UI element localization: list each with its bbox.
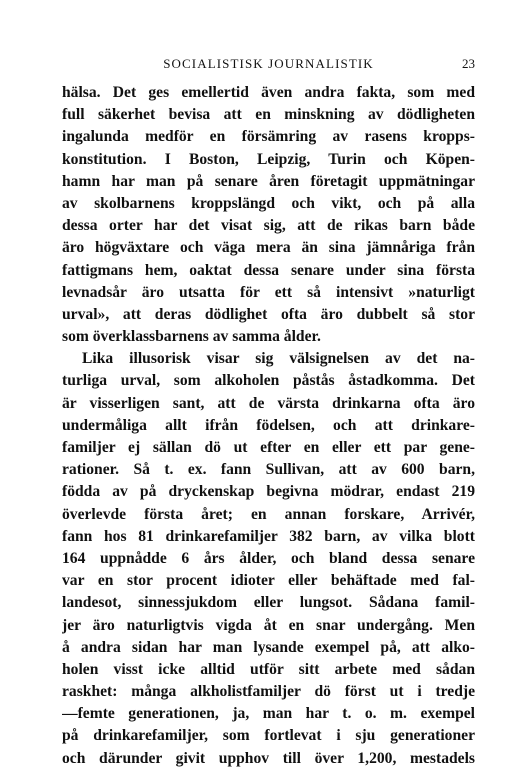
text-line: holen visst icke alltid utför sitt arbete med sådan xyxy=(62,660,475,678)
text-line: och därunder givit upphov till över 1,200, mestadels xyxy=(62,749,475,767)
text-line: överlevde första året; en annan forskare, Arrivér, xyxy=(62,505,475,523)
text-line: dessa orter har det visat sig, att de rikas barn både xyxy=(62,217,475,235)
text-line: på drinkarefamiljer, som fortlevat i sju generationer xyxy=(62,727,475,745)
text-line: hälsa. Det ges emellertid även andra fakta, som med xyxy=(62,84,475,101)
running-head xyxy=(62,56,475,76)
text-line: turliga urval, som alkoholen påstås åstadkomma. Det xyxy=(62,372,475,390)
text-line: full säkerhet bevisa att en minskning av dödligheten xyxy=(62,106,475,124)
text-line: raskhet: många alkholistfamiljer dö först ut i tredje xyxy=(62,683,475,701)
text-line: äro högväxtare och väga mera än sina jämnåriga från xyxy=(62,239,475,257)
text-line: fattigmans hem, oaktat dessa senare under sina första xyxy=(62,261,475,279)
paragraph-end-line: som överklassbarnens av samma ålder. xyxy=(62,328,321,346)
text-line: 164 uppnådde 6 års ålder, och bland dessa senare xyxy=(62,549,475,567)
text-line: familjer ej sällan dö ut efter en eller ett par gene- xyxy=(62,439,475,456)
text-line: är visserligen sant, att de värsta drinkarna ofta äro xyxy=(62,394,475,412)
text-line: födda av på dryckenskap begivna mödrar, endast 219 xyxy=(62,483,475,501)
text-line: undermåliga allt ifrån födelsen, och att drinkare- xyxy=(62,416,475,434)
text-line: levnadsår äro utsatta för ett så intensivt »naturligt xyxy=(62,283,475,301)
text-line: jer äro naturligtvis vigda åt en snar undergång. Men xyxy=(62,616,475,634)
text-line: konstitution. I Boston, Leipzig, Turin och Köpen- xyxy=(62,150,475,168)
text-line: urval», att deras dödlighet ofta äro dubbelt så stor xyxy=(62,305,475,323)
text-line: rationer. Så t. ex. fann Sullivan, att av 600 barn, xyxy=(62,461,475,479)
paragraph-start-line: Lika illusorisk visar sig välsignelsen av det na- xyxy=(82,350,475,368)
text-line: av skolbarnens kroppslängd och vikt, och på alla xyxy=(62,194,475,212)
page-number: 23 xyxy=(462,56,475,71)
text-line: ingalunda medför en försämring av rasens kropps- xyxy=(62,128,475,146)
text-line: var en stor procent idioter eller behäftade med fal- xyxy=(62,572,475,590)
body-text xyxy=(62,82,475,770)
text-line: å andra sidan har man lysande exempel på, att alko- xyxy=(62,638,475,656)
text-line: fann hos 81 drinkarefamiljer 382 barn, av vilka blott xyxy=(62,527,475,545)
running-title: SOCIALISTISK JOURNALISTIK xyxy=(163,56,374,71)
text-line: landesot, sinnessjukdom eller lungsot. Sådana famil- xyxy=(62,594,475,612)
text-line: hamn har man på senare åren företagit uppmätningar xyxy=(62,172,475,190)
text-line: —femte generationen, ja, man har t. o. m. exempel xyxy=(62,705,475,723)
